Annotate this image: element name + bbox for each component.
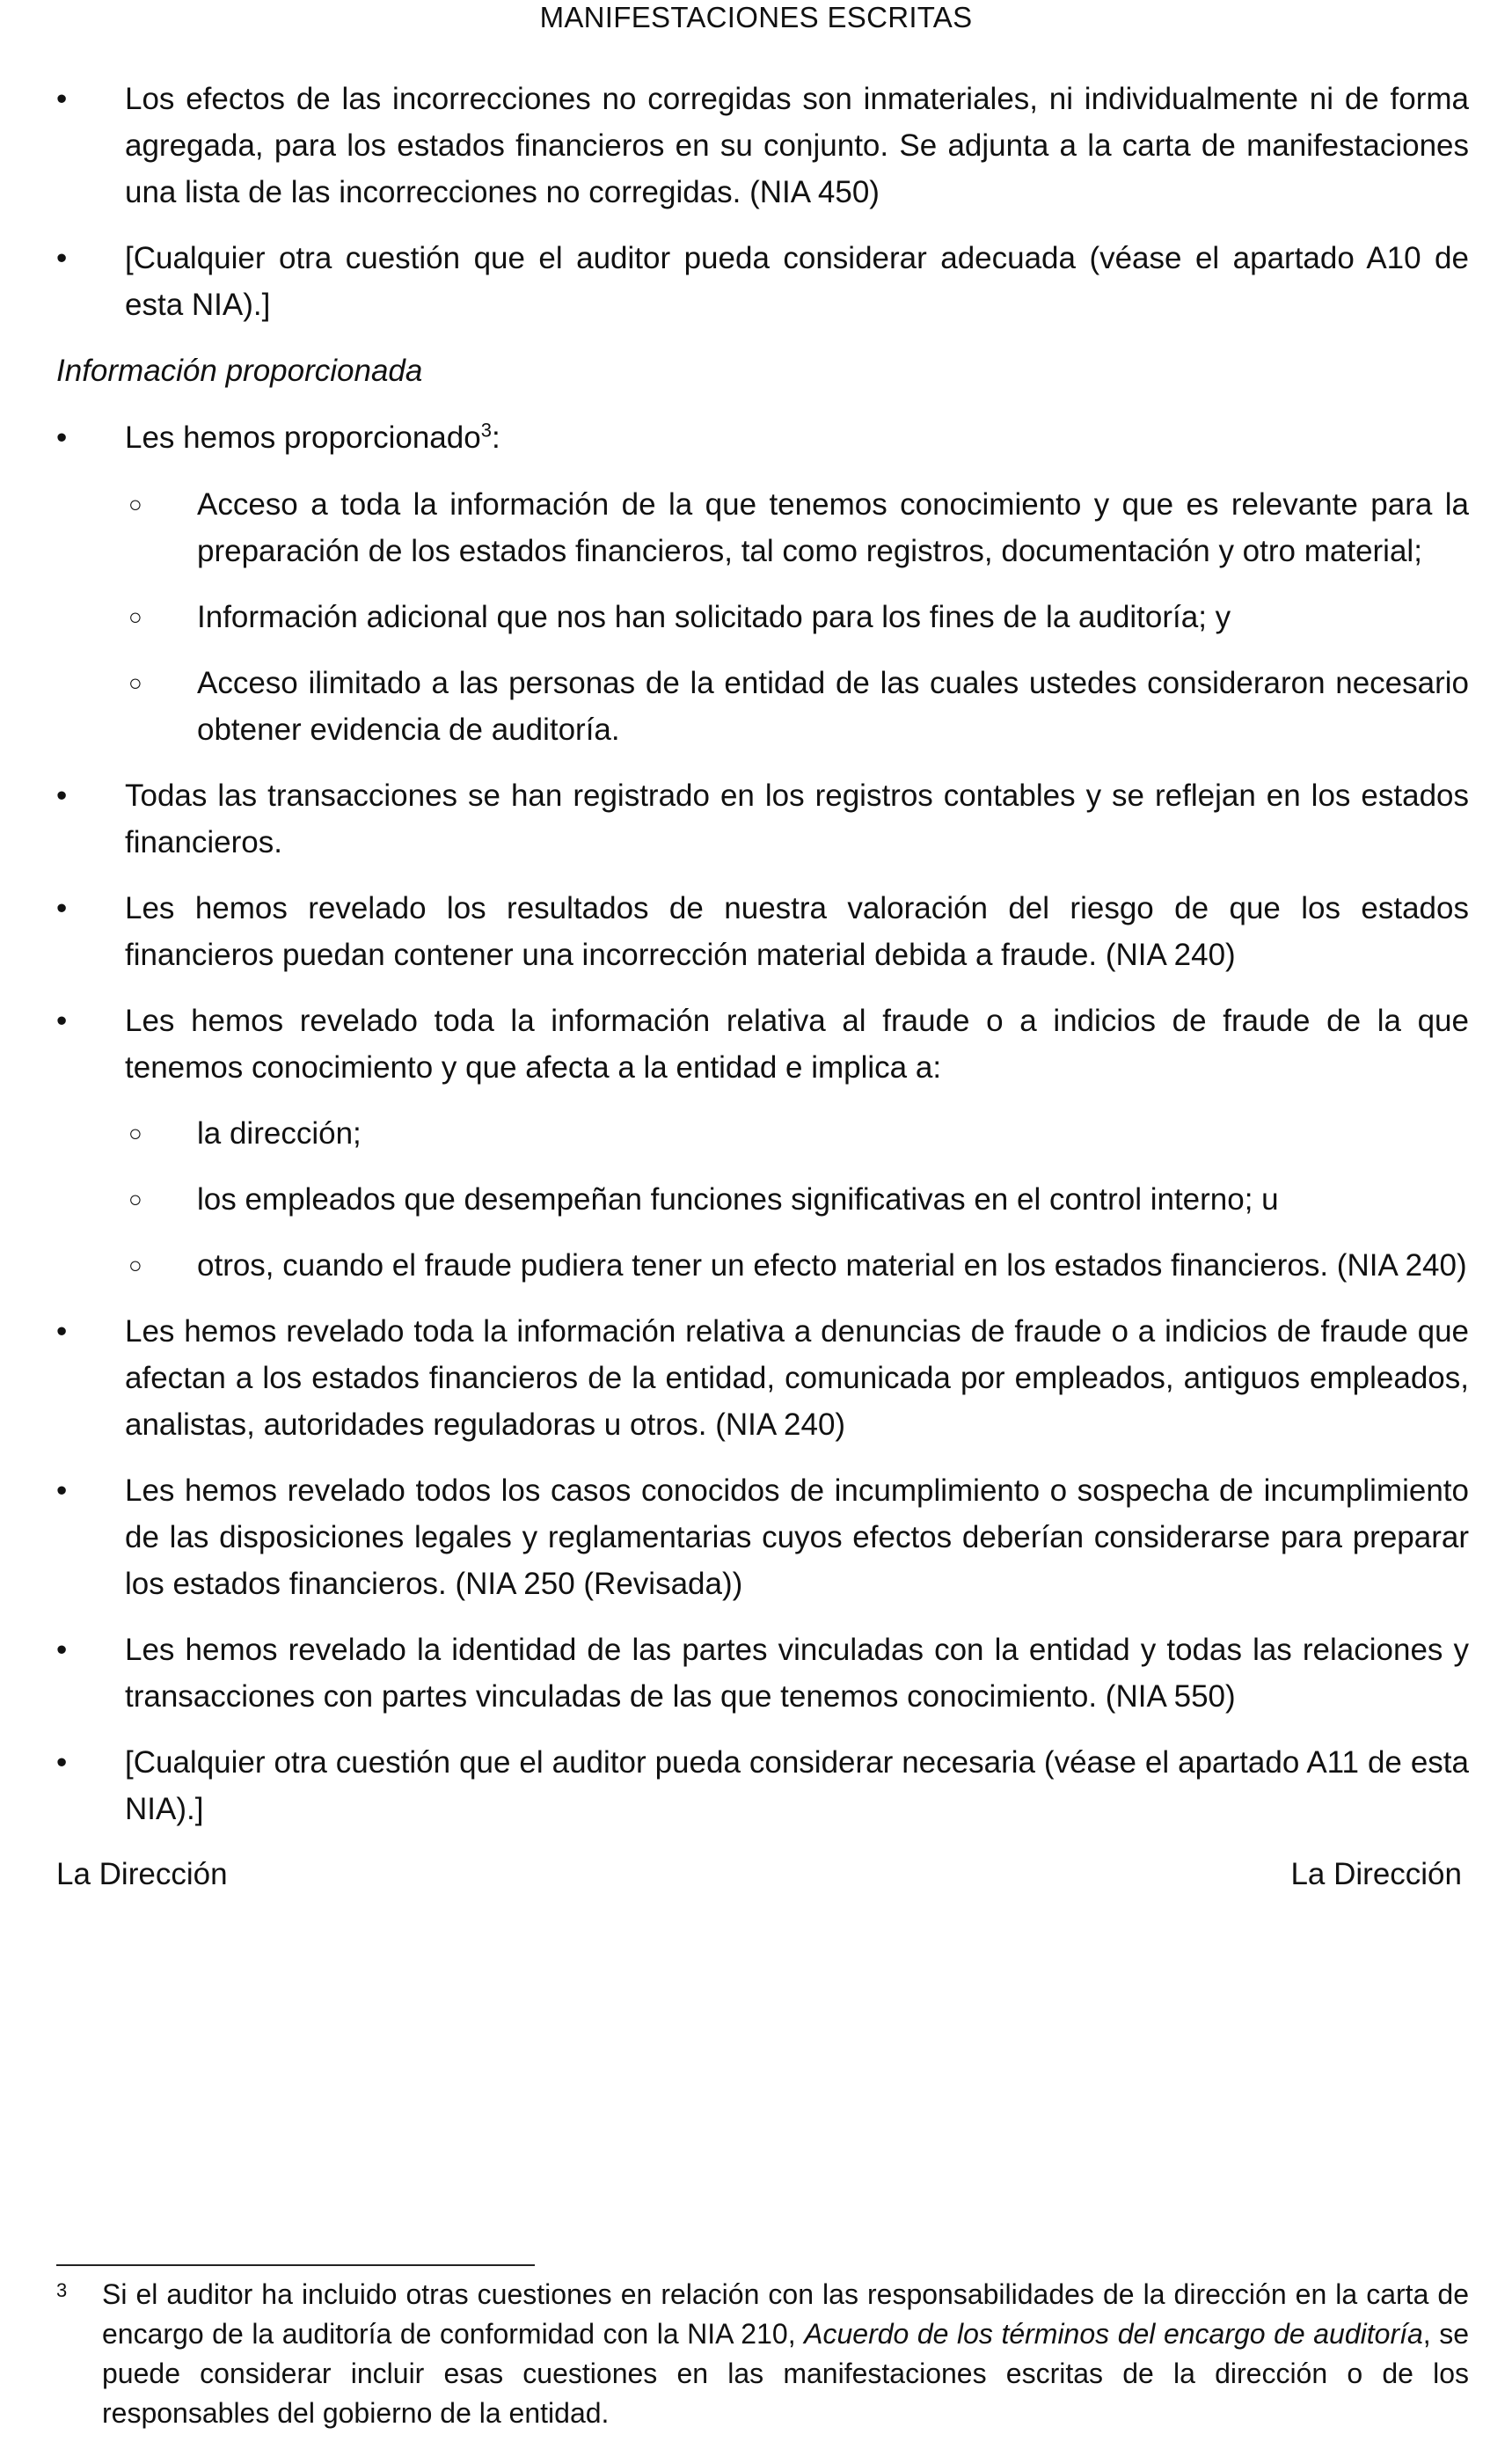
list-item-text: Les hemos revelado toda la información relativa al fraude o a indicios de fraude de la que tenemos conocimiento y que afecta a la entidad e implica a: (125, 1004, 1469, 1085)
list-item-text: Todas las transacciones se han registrado en los registros contables y se reflejan en los estados financieros. (125, 779, 1469, 859)
circle-bullet-marker: ○ (128, 603, 142, 630)
sub-list-item-text: otros, cuando el fraude pudiera tener un efecto material en los estados financieros. (NIA 240) (197, 1248, 1467, 1283)
signature-left: La Dirección (56, 1857, 228, 1891)
circle-bullet-marker: ○ (128, 669, 142, 696)
bullet-marker: • (56, 779, 68, 813)
circle-bullet-marker: ○ (128, 1186, 142, 1212)
list-item-text: Les hemos revelado todos los casos conocidos de incumplimiento o sospecha de incumplimiento de las disposiciones legales y reglamentarias cuyos efectos deberían considerarse para preparar los estados financieros. (NIA 250 (Revisada)) (125, 1473, 1469, 1601)
sub-list-item-text: Información adicional que nos han solicitado para los fines de la auditoría; y (197, 600, 1231, 634)
circle-bullet-marker: ○ (128, 491, 142, 517)
sub-list-item (56, 660, 1469, 753)
list-item (56, 414, 1469, 461)
signature-right: La Dirección (1290, 1857, 1462, 1891)
sub-list-item (56, 481, 1469, 574)
footnote-text (102, 2275, 1469, 2433)
list-item (56, 1467, 1469, 1607)
list-item-text (125, 414, 1469, 461)
list-item (56, 235, 1469, 328)
bullet-marker: • (56, 1473, 68, 1508)
bullet-marker: • (56, 1633, 68, 1667)
sub-list-item-text: los empleados que desempeñan funciones significativas en el control interno; u (197, 1182, 1279, 1217)
bullet-marker: • (56, 891, 68, 925)
list-item (56, 1739, 1469, 1832)
list-item (56, 998, 1469, 1091)
sub-list-item (56, 1242, 1469, 1289)
list-item-text: [Cualquier otra cuestión que el auditor pueda considerar adecuada (véase el apartado A10 de esta NIA).] (125, 241, 1469, 322)
bullet-marker: • (56, 420, 68, 455)
list-item-text: Les hemos revelado la identidad de las partes vinculadas con la entidad y todas las relaciones y transacciones con partes vinculadas de las que tenemos conocimiento. (NIA 550) (125, 1633, 1469, 1714)
document-body (56, 76, 1469, 1897)
footnote-text-before: Si el auditor ha incluido otras cuestiones en relación con las responsabilidades de la dirección en la carta de encargo de la auditoría de conformidad con la NIA 210, (102, 2278, 1469, 2350)
sub-list-item (56, 1110, 1469, 1157)
footnote-separator (56, 2264, 535, 2266)
lead-text: Les hemos proporcionado (125, 420, 481, 455)
sub-list-item-text: Acceso ilimitado a las personas de la entidad de las cuales ustedes consideraron necesario obtener evidencia de auditoría. (197, 666, 1469, 747)
list-item (56, 1308, 1469, 1448)
footnote-text-after: , se puede considerar incluir esas cuestiones en las manifestaciones escritas de la dirección o de los responsables del gobierno de la entidad. (102, 2318, 1470, 2429)
section-heading: Información proporcionada (56, 354, 423, 388)
list-item-text: Los efectos de las incorrecciones no corregidas son inmateriales, ni individualmente ni de forma agregada, para los estados financieros en su conjunto. Se adjunta a la carta de manifestaciones una lista de las incorrecciones no corregidas. (NIA 450) (125, 82, 1469, 209)
footnote-reference[interactable]: 3 (480, 419, 492, 442)
bullet-marker: • (56, 241, 68, 275)
list-item (56, 885, 1469, 978)
sub-list-item (56, 1176, 1469, 1223)
footnote (56, 2275, 1469, 2433)
footnote-title-italic: Acuerdo de los términos del encargo de auditoría (804, 2318, 1423, 2350)
circle-bullet-marker: ○ (128, 1252, 142, 1278)
bullet-marker: • (56, 1004, 68, 1038)
list-item-text: Les hemos revelado los resultados de nuestra valoración del riesgo de que los estados financieros puedan contener una incorrección material debida a fraude. (NIA 240) (125, 891, 1469, 972)
list-item (56, 772, 1469, 866)
sub-list-item-text: la dirección; (197, 1116, 362, 1151)
page-header: MANIFESTACIONES ESCRITAS (539, 1, 973, 33)
lead-suffix: : (491, 420, 500, 455)
bullet-marker: • (56, 1745, 68, 1780)
footnote-number: 3 (56, 2279, 68, 2301)
list-item-text: Les hemos revelado toda la información relativa a denuncias de fraude o a indicios de fraude que afectan a los estados financieros de la entidad, comunicada por empleados, antiguos empleados, analistas, autoridades reguladoras u otros. (NIA 240) (125, 1314, 1469, 1442)
signature-block (56, 1851, 1469, 1897)
list-item (56, 1627, 1469, 1720)
circle-bullet-marker: ○ (128, 1120, 142, 1146)
list-item-text: [Cualquier otra cuestión que el auditor pueda considerar necesaria (véase el apartado A11 de esta NIA).] (125, 1745, 1469, 1826)
sub-list-item (56, 594, 1469, 640)
list-item (56, 76, 1469, 216)
bullet-marker: • (56, 82, 68, 116)
bullet-marker: • (56, 1314, 68, 1349)
sub-list-item-text: Acceso a toda la información de la que tenemos conocimiento y que es relevante para la preparación de los estados financieros, tal como registros, documentación y otro material; (197, 487, 1469, 568)
